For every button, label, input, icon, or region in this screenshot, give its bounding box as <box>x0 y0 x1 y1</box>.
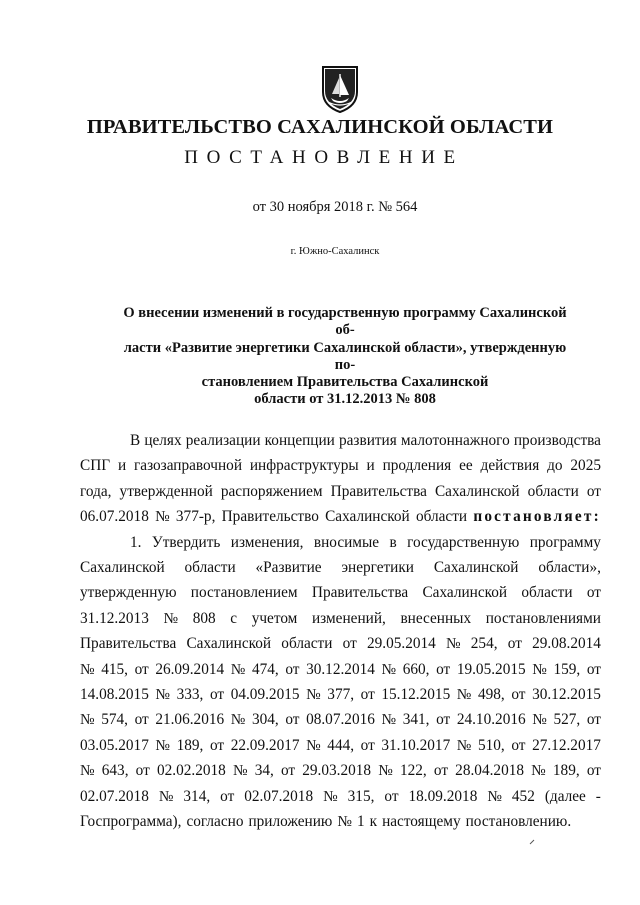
title-line: становлением Правительства Сахалинской <box>201 374 489 391</box>
text-line <box>80 631 601 656</box>
word: 527, <box>553 711 581 729</box>
text-line <box>80 428 601 453</box>
word: от <box>135 762 150 780</box>
word: 341, <box>402 711 430 729</box>
word: области <box>527 482 579 500</box>
word: 1. <box>130 533 142 551</box>
word: № <box>456 686 472 704</box>
word: 189, <box>552 762 580 780</box>
word: № <box>155 508 170 526</box>
word: от <box>586 711 601 729</box>
word: реализации <box>185 432 261 449</box>
word: № <box>163 609 179 627</box>
word: 29.05.2014 <box>366 635 436 653</box>
word: № <box>381 660 397 678</box>
word: 03.05.2017 <box>80 736 149 754</box>
word: № <box>378 762 393 780</box>
word: от <box>586 660 601 678</box>
word: утвержденную <box>80 584 177 602</box>
word: 15.12.2015 <box>381 686 451 704</box>
word: 415, <box>101 660 128 678</box>
word: изменений, <box>311 609 386 627</box>
word: 28.04.2018 <box>455 762 525 780</box>
text-line <box>80 758 601 783</box>
word: от <box>586 584 601 602</box>
word: постановлению. <box>465 813 572 831</box>
decree-title <box>112 305 578 409</box>
word: № <box>230 711 246 729</box>
word: настоящему <box>382 813 461 831</box>
word: от <box>280 762 296 780</box>
word: № <box>487 787 502 805</box>
title-line: О внесении изменений в государственную программу Сахалинской об- <box>123 305 567 339</box>
word: Правительства <box>311 584 409 602</box>
word: от <box>436 660 451 678</box>
word: области <box>521 584 573 602</box>
word: энергетики <box>341 559 414 577</box>
word: № <box>456 736 472 754</box>
word: 30.12.2015 <box>532 686 601 704</box>
document-type: ПОСТАНОВЛЕНИЕ <box>184 147 464 168</box>
word: 04.09.2015 <box>230 686 300 704</box>
word: 02.07.2018 <box>244 787 314 805</box>
word: и <box>117 457 127 475</box>
word: от <box>586 762 601 780</box>
word: Сахалинской <box>186 635 272 653</box>
word: утвержденной <box>119 482 213 500</box>
word: распоряжением <box>220 482 323 500</box>
word: от <box>433 762 449 780</box>
word: «Развитие <box>255 559 322 577</box>
word: № <box>155 736 171 754</box>
word: 474, <box>251 660 279 678</box>
word: 26.09.2014 <box>155 660 225 678</box>
city-name: г. Южно-Сахалинск <box>290 246 380 257</box>
word: В <box>130 432 141 449</box>
word: Правительства <box>330 482 427 500</box>
pen-mark-icon <box>529 839 535 845</box>
text-line <box>80 657 601 682</box>
word: ее <box>459 457 473 475</box>
word: 643, <box>101 762 129 780</box>
word: продления <box>382 457 452 475</box>
word: 19.05.2015 <box>456 660 526 678</box>
paragraph-preamble <box>80 428 601 530</box>
text-line <box>80 555 601 580</box>
word: 22.09.2017 <box>230 736 300 754</box>
word: Сахалинской <box>433 559 519 577</box>
paragraph-item-1 <box>80 530 601 835</box>
word: области <box>415 508 468 526</box>
word: 574, <box>101 711 128 729</box>
word: 02.02.2018 <box>156 762 226 780</box>
word: целях <box>144 432 182 449</box>
text-line <box>80 479 601 504</box>
word: от <box>507 635 522 653</box>
word: 31.12.2013 <box>80 609 149 627</box>
government-name: ПРАВИТЕЛЬСТВО САХАЛИНСКОЙ ОБЛАСТИ <box>86 116 554 138</box>
word: 660, <box>402 660 430 678</box>
word: 1 <box>356 813 365 831</box>
word: 2025 <box>570 457 601 475</box>
word: 29.08.2014 <box>532 635 601 653</box>
word: № <box>531 762 546 780</box>
word: 27.12.2017 <box>532 736 601 754</box>
word: № <box>80 762 95 780</box>
word: 02.07.2018 <box>80 787 149 805</box>
word: № <box>323 787 338 805</box>
word: от <box>360 686 375 704</box>
resolves-keyword: постановляет: <box>473 508 601 526</box>
word: 314, <box>183 787 211 805</box>
word: и <box>366 457 375 475</box>
word: 24.10.2016 <box>456 711 526 729</box>
word: № <box>232 762 248 780</box>
word: 34, <box>254 762 274 780</box>
word: от <box>285 711 300 729</box>
word: 808 <box>192 609 216 627</box>
word: Утвердить <box>151 533 221 551</box>
word: согласно <box>186 813 244 831</box>
word: приложению <box>248 813 333 831</box>
word: № <box>230 660 246 678</box>
word: 377, <box>327 686 355 704</box>
word: развития <box>338 432 397 449</box>
word: инфраструктуры <box>249 457 359 475</box>
word: - <box>595 787 601 805</box>
text-line <box>80 530 601 555</box>
word: 498, <box>477 686 505 704</box>
word: 315, <box>347 787 375 805</box>
word: Сахалинской <box>80 559 165 577</box>
word: от <box>285 660 300 678</box>
word: № <box>155 686 171 704</box>
text-line <box>80 784 601 809</box>
word: 30.12.2014 <box>306 660 375 678</box>
word: № <box>158 787 174 805</box>
word: производства <box>513 432 601 449</box>
decree-date-number: от 30 ноября 2018 г. № 564 <box>252 199 418 215</box>
word: 14.08.2015 <box>80 686 149 704</box>
word: газозаправочной <box>134 457 243 475</box>
word: 510, <box>477 736 505 754</box>
word: № <box>381 711 397 729</box>
text-line <box>80 453 601 478</box>
word: 333, <box>176 686 204 704</box>
word: от <box>436 711 451 729</box>
word: Сахалинской <box>434 482 520 500</box>
word: от <box>342 635 357 653</box>
word: в <box>389 533 397 551</box>
text-line <box>80 580 601 605</box>
word: к <box>369 813 378 831</box>
word: от <box>511 736 526 754</box>
word: 452 <box>511 787 535 805</box>
text-line <box>80 682 601 707</box>
word: № <box>445 635 461 653</box>
word: от <box>384 787 399 805</box>
word: № <box>306 736 321 754</box>
word: постановлением <box>190 584 298 602</box>
word: № <box>532 660 547 678</box>
word: 189, <box>176 736 204 754</box>
word: СПГ <box>80 457 111 475</box>
word: до <box>547 457 563 475</box>
word: (далее <box>544 787 586 805</box>
title-line: ласти «Развитие энергетики Сахалинской области», утвержденную по- <box>123 339 567 373</box>
word: 06.07.2018 <box>80 508 149 526</box>
text-line <box>80 809 601 834</box>
word: вносимые <box>313 533 380 551</box>
title-line: области от 31.12.2013 № 808 <box>254 391 436 408</box>
word: Сахалинской <box>422 584 508 602</box>
word: года, <box>80 482 112 500</box>
word: от <box>511 686 526 704</box>
word: 254, <box>470 635 498 653</box>
word: 21.06.2016 <box>155 711 225 729</box>
word: от <box>209 686 225 704</box>
word: изменения, <box>230 533 304 551</box>
word: 304, <box>251 711 279 729</box>
word: 159, <box>553 660 581 678</box>
text-line <box>80 606 601 631</box>
word: действия <box>480 457 540 475</box>
word: внесенных <box>400 609 472 627</box>
text-line <box>80 707 601 732</box>
word: 122, <box>399 762 427 780</box>
text-line <box>80 504 601 529</box>
word: от <box>360 736 375 754</box>
word: № <box>532 711 547 729</box>
word: от <box>134 660 149 678</box>
word: области», <box>538 559 601 577</box>
word: Сахалинской <box>325 508 410 526</box>
word: № <box>80 711 95 729</box>
word: № <box>80 660 95 678</box>
word: Правительство <box>221 508 319 526</box>
word: от <box>220 787 235 805</box>
word: от <box>586 482 601 500</box>
word: 29.03.2018 <box>302 762 372 780</box>
word: от <box>134 711 149 729</box>
word: Правительства <box>80 635 177 653</box>
word: 18.09.2018 <box>408 787 478 805</box>
word: концепции <box>264 432 335 449</box>
word: с <box>230 609 238 627</box>
word: № <box>306 686 321 704</box>
word: постановлениями <box>485 609 601 627</box>
word: Госпрограмма), <box>80 813 182 831</box>
word: 08.07.2016 <box>306 711 375 729</box>
word: учетом <box>251 609 298 627</box>
word: 31.10.2017 <box>381 736 451 754</box>
word: области <box>281 635 333 653</box>
word: № <box>337 813 352 831</box>
decree-body <box>80 428 601 835</box>
word: 444, <box>327 736 355 754</box>
word: области <box>184 559 236 577</box>
text-line <box>80 733 601 758</box>
word: от <box>209 736 225 754</box>
word: государственную <box>407 533 520 551</box>
sakhalin-coat-of-arms-icon <box>319 64 361 114</box>
word: программу <box>529 533 601 551</box>
word: малотоннажного <box>400 432 510 449</box>
word: 377-р, <box>175 508 216 526</box>
